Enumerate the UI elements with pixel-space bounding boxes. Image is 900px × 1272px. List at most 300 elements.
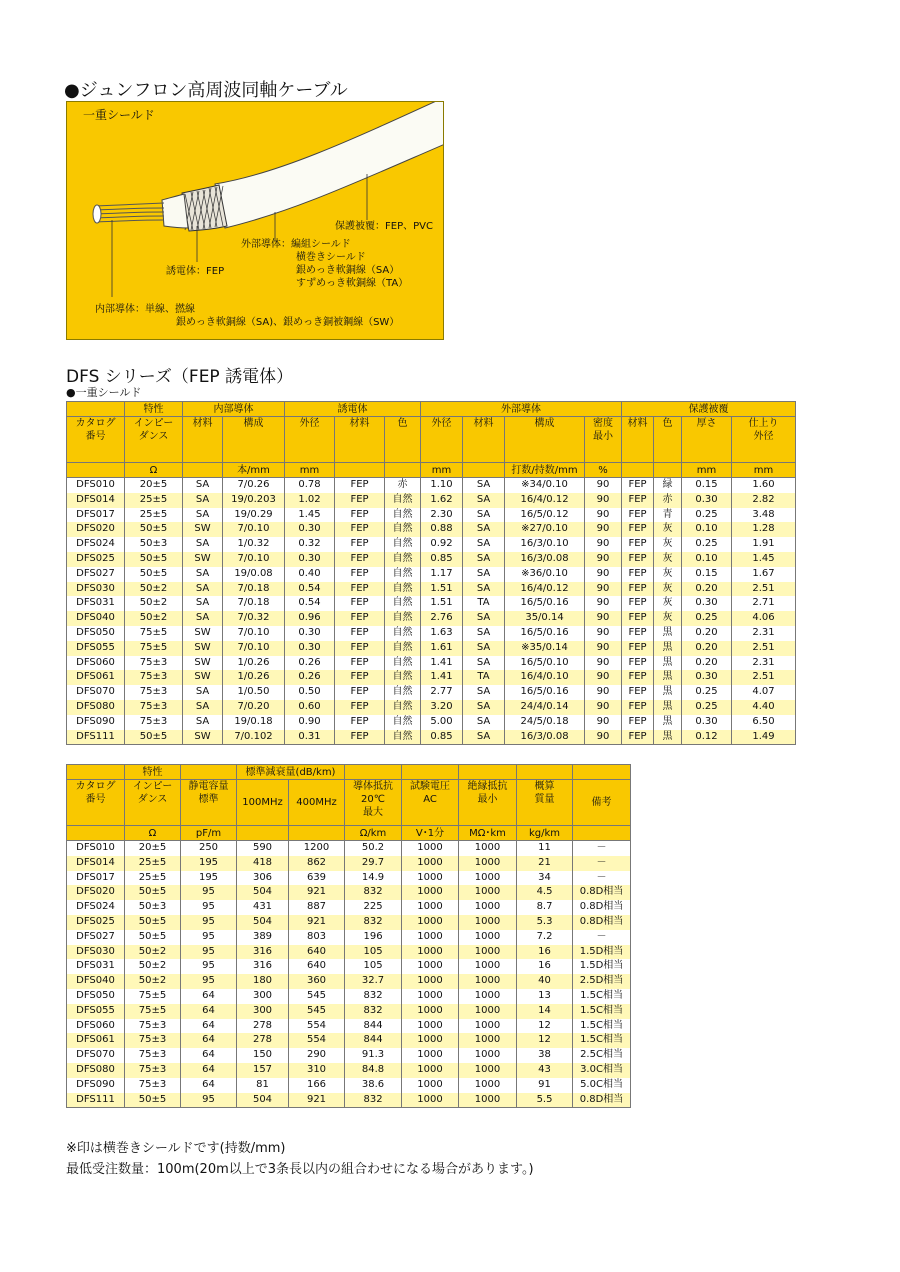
table-cell: FEP <box>335 700 385 715</box>
table-cell: 844 <box>345 1033 402 1048</box>
table-row <box>67 493 796 508</box>
table-cell: 50±3 <box>125 900 181 915</box>
table-row <box>67 611 796 626</box>
table-cell: DFS070 <box>67 1048 125 1063</box>
table-cell: 91.3 <box>345 1048 402 1063</box>
table-cell: 19/0.29 <box>223 508 285 523</box>
table-cell: DFS031 <box>67 596 125 611</box>
table-row <box>67 945 631 960</box>
table-cell: 195 <box>181 871 237 886</box>
table-cell: 75±3 <box>125 1048 181 1063</box>
table-cell: DFS020 <box>67 522 125 537</box>
table-cell: ※35/0.14 <box>505 641 585 656</box>
table-cell: 0.40 <box>285 567 335 582</box>
table-cell: － <box>573 856 631 871</box>
table-cell: DFS050 <box>67 626 125 641</box>
table-cell: 832 <box>345 885 402 900</box>
table-cell: TA <box>463 596 505 611</box>
table-cell: 1.51 <box>421 596 463 611</box>
t1-h-outer-density: 密度 最小 <box>585 417 622 463</box>
table-cell: DFS010 <box>67 841 125 856</box>
table-row <box>67 537 796 552</box>
t1-unit <box>385 463 421 478</box>
table-cell: 1000 <box>459 1033 517 1048</box>
table-cell: 1000 <box>402 856 459 871</box>
table-cell: 90 <box>585 478 622 493</box>
table-cell: 24/4/0.14 <box>505 700 585 715</box>
table-cell: 1000 <box>402 915 459 930</box>
jacket-label: 保護被覆：FEP、PVC <box>335 221 433 232</box>
table-cell: 12 <box>517 1033 573 1048</box>
table-cell: 25±5 <box>125 508 183 523</box>
table-cell: FEP <box>335 685 385 700</box>
table-cell: 921 <box>289 915 345 930</box>
table-cell: 95 <box>181 974 237 989</box>
table-cell: 90 <box>585 582 622 597</box>
table-cell: 7/0.18 <box>223 596 285 611</box>
table-row <box>67 989 631 1004</box>
table-cell: 黒 <box>654 641 682 656</box>
table-cell: FEP <box>622 700 654 715</box>
t2-h-capacitance: 静電容量 標準 <box>181 780 237 826</box>
table-cell: 0.26 <box>285 656 335 671</box>
table-cell: 90 <box>585 596 622 611</box>
table-cell: － <box>573 871 631 886</box>
table-cell: SA <box>463 537 505 552</box>
table-cell: 1000 <box>402 885 459 900</box>
table-cell: 166 <box>289 1078 345 1093</box>
table-cell: 1.45 <box>732 552 796 567</box>
table-cell: 35/0.14 <box>505 611 585 626</box>
table-cell: SA <box>183 508 223 523</box>
table-cell: 0.30 <box>682 715 732 730</box>
table-cell: 16/5/0.16 <box>505 626 585 641</box>
table-cell: 90 <box>585 493 622 508</box>
spec-table-2 <box>66 764 631 1108</box>
t2-h-insulation: 絶縁抵抗 最小 <box>459 780 517 826</box>
table-cell: 1.67 <box>732 567 796 582</box>
table-cell: 1000 <box>459 989 517 1004</box>
table-cell: SW <box>183 670 223 685</box>
table-cell: 0.26 <box>285 670 335 685</box>
table-row <box>67 900 631 915</box>
table-cell: SW <box>183 522 223 537</box>
table-row <box>67 685 796 700</box>
table-cell: TA <box>463 670 505 685</box>
table-cell: 0.54 <box>285 582 335 597</box>
table-cell: 7/0.10 <box>223 641 285 656</box>
table-cell: 504 <box>237 885 289 900</box>
table-cell: 90 <box>585 715 622 730</box>
table-cell: 灰 <box>654 522 682 537</box>
footnote-spiral-shield: ※印は横巻きシールドです(持数/mm) <box>66 1141 286 1156</box>
table-cell: 1000 <box>402 1004 459 1019</box>
table-cell: 1000 <box>459 915 517 930</box>
table-cell: 11 <box>517 841 573 856</box>
cable-illustration-panel <box>66 101 444 340</box>
table-cell: 90 <box>585 567 622 582</box>
table-cell: 1.61 <box>421 641 463 656</box>
table-cell: 1000 <box>459 1063 517 1078</box>
table-cell: 14.9 <box>345 871 402 886</box>
table-cell: 4.5 <box>517 885 573 900</box>
table-cell: 4.07 <box>732 685 796 700</box>
table-row <box>67 1004 631 1019</box>
t1-h-impedance: インピー ダンス <box>125 417 183 463</box>
table-cell: 1200 <box>289 841 345 856</box>
table-cell: 95 <box>181 900 237 915</box>
table-cell: FEP <box>335 478 385 493</box>
table-cell: FEP <box>622 582 654 597</box>
table-cell: 2.76 <box>421 611 463 626</box>
table-cell: 自然 <box>385 656 421 671</box>
table-cell: 0.8D相当 <box>573 915 631 930</box>
table-cell: 418 <box>237 856 289 871</box>
table-cell: 90 <box>585 552 622 567</box>
table-cell: 1000 <box>459 885 517 900</box>
table-cell: 278 <box>237 1033 289 1048</box>
table-row <box>67 871 631 886</box>
table-cell: 自然 <box>385 700 421 715</box>
table-cell: 25±5 <box>125 493 183 508</box>
table-cell: 157 <box>237 1063 289 1078</box>
table-cell: 黒 <box>654 730 682 745</box>
table-cell: 90 <box>585 626 622 641</box>
table-cell: 1000 <box>459 945 517 960</box>
table-cell: 90 <box>585 670 622 685</box>
table-cell: FEP <box>335 508 385 523</box>
table-cell: DFS030 <box>67 945 125 960</box>
table-cell: 16/5/0.16 <box>505 596 585 611</box>
inner-conductor-materials: 銀めっき軟銅線（SA)、銀めっき銅被鋼線（SW） <box>176 317 400 328</box>
table-cell: 1000 <box>402 930 459 945</box>
table-row <box>67 478 796 493</box>
table-cell: 50±5 <box>125 522 183 537</box>
table-cell: 16/5/0.16 <box>505 685 585 700</box>
table-cell: 灰 <box>654 537 682 552</box>
t1-unit: mm <box>285 463 335 478</box>
table-cell: 黒 <box>654 656 682 671</box>
table-cell: 0.25 <box>682 700 732 715</box>
table-cell: FEP <box>335 626 385 641</box>
table-cell: 0.85 <box>421 730 463 745</box>
t2-group-blank3 <box>345 765 402 780</box>
table-cell: SA <box>183 537 223 552</box>
table-cell: 50±5 <box>125 567 183 582</box>
table-cell: 灰 <box>654 582 682 597</box>
footnote-min-order: 最低受注数量：100m(20m以上で3条長以内の組合わせになる場合があります。) <box>66 1162 534 1177</box>
t2-group-blank4 <box>402 765 459 780</box>
t1-unit <box>335 463 385 478</box>
table-cell: 1000 <box>459 1093 517 1108</box>
t1-group-dielectric: 誘電体 <box>285 402 421 417</box>
table-cell: 黒 <box>654 670 682 685</box>
table-cell: FEP <box>622 685 654 700</box>
table-cell: 黒 <box>654 685 682 700</box>
table-cell: DFS080 <box>67 1063 125 1078</box>
t1-unit: mm <box>421 463 463 478</box>
t2-h-catalog: カタログ 番号 <box>67 780 125 826</box>
table-cell: 3.0C相当 <box>573 1063 631 1078</box>
table-cell: DFS025 <box>67 915 125 930</box>
table-cell: FEP <box>622 715 654 730</box>
table-cell: 290 <box>289 1048 345 1063</box>
table-cell: 639 <box>289 871 345 886</box>
conductor-end <box>93 205 101 223</box>
table-cell: 803 <box>289 930 345 945</box>
table-row <box>67 930 631 945</box>
table-cell: 1.41 <box>421 670 463 685</box>
table-cell: SA <box>463 582 505 597</box>
table-cell: DFS014 <box>67 856 125 871</box>
t1-unit: Ω <box>125 463 183 478</box>
t2-group-blank5 <box>459 765 517 780</box>
t2-h-impedance: インピー ダンス <box>125 780 181 826</box>
table-cell: 64 <box>181 989 237 1004</box>
table-cell: 431 <box>237 900 289 915</box>
table-cell: FEP <box>335 582 385 597</box>
table-cell: 2.82 <box>732 493 796 508</box>
table-cell: 225 <box>345 900 402 915</box>
table-cell: 0.15 <box>682 478 732 493</box>
t2-unit: Ω <box>125 826 181 841</box>
table-cell: 16/3/0.08 <box>505 552 585 567</box>
table-cell: 青 <box>654 508 682 523</box>
table-cell: FEP <box>622 641 654 656</box>
table-cell: 316 <box>237 959 289 974</box>
t1-h-outer-od: 外径 <box>421 417 463 463</box>
table-cell: FEP <box>622 493 654 508</box>
table-cell: 4.06 <box>732 611 796 626</box>
table-cell: 16/5/0.12 <box>505 508 585 523</box>
table-cell: 90 <box>585 730 622 745</box>
table-cell: 赤 <box>654 493 682 508</box>
table-cell: 20±5 <box>125 478 183 493</box>
t2-unit: V･1分 <box>402 826 459 841</box>
t1-h-diel-od: 外径 <box>285 417 335 463</box>
table-cell: 50±5 <box>125 885 181 900</box>
table-cell: 19/0.08 <box>223 567 285 582</box>
table-cell: DFS070 <box>67 685 125 700</box>
table-cell: 自然 <box>385 537 421 552</box>
table-cell: 1/0.32 <box>223 537 285 552</box>
table-cell: 50±2 <box>125 959 181 974</box>
table-cell: 0.30 <box>682 493 732 508</box>
table-cell: 1.5C相当 <box>573 989 631 1004</box>
table-cell: 灰 <box>654 552 682 567</box>
table-cell: 1.91 <box>732 537 796 552</box>
table-cell: DFS060 <box>67 656 125 671</box>
table-cell: DFS040 <box>67 611 125 626</box>
t1-h-jacket-finished: 仕上り 外径 <box>732 417 796 463</box>
table-cell: DFS010 <box>67 478 125 493</box>
table-cell: 862 <box>289 856 345 871</box>
table-cell: 64 <box>181 1063 237 1078</box>
table-cell: 0.10 <box>682 552 732 567</box>
table-cell: 0.30 <box>285 641 335 656</box>
table-cell: 14 <box>517 1004 573 1019</box>
table-cell: 832 <box>345 915 402 930</box>
table-cell: 90 <box>585 508 622 523</box>
table-cell: 8.7 <box>517 900 573 915</box>
table-cell: 1000 <box>459 900 517 915</box>
table-cell: 278 <box>237 1019 289 1034</box>
table-cell: 1.5C相当 <box>573 1004 631 1019</box>
table-cell: 25±5 <box>125 871 181 886</box>
t1-unit: 本/mm <box>223 463 285 478</box>
spec-table-1 <box>66 401 796 745</box>
table-cell: 16 <box>517 959 573 974</box>
t2-h-voltage: 試験電圧 AC <box>402 780 459 826</box>
table-cell: DFS080 <box>67 700 125 715</box>
table-cell: 921 <box>289 885 345 900</box>
table-cell: 389 <box>237 930 289 945</box>
table-cell: DFS025 <box>67 552 125 567</box>
table-cell: 自然 <box>385 582 421 597</box>
table-cell: 黒 <box>654 626 682 641</box>
table-cell: FEP <box>335 537 385 552</box>
table-cell: SA <box>463 522 505 537</box>
table-cell: SA <box>463 508 505 523</box>
table-cell: 0.25 <box>682 508 732 523</box>
table-row <box>67 700 796 715</box>
table-cell: FEP <box>622 552 654 567</box>
table-cell: 300 <box>237 1004 289 1019</box>
table-cell: SA <box>463 700 505 715</box>
table-cell: DFS020 <box>67 885 125 900</box>
outer-conductor-sa: 銀めっき軟銅線（SA） <box>296 265 400 276</box>
table-cell: 1000 <box>402 1019 459 1034</box>
table-cell: 1000 <box>402 900 459 915</box>
table-cell: 64 <box>181 1033 237 1048</box>
t1-unit: mm <box>682 463 732 478</box>
table-row <box>67 522 796 537</box>
table-cell: 自然 <box>385 522 421 537</box>
table-cell: 6.50 <box>732 715 796 730</box>
table-cell: － <box>573 930 631 945</box>
table-cell: 赤 <box>385 478 421 493</box>
table-cell: SA <box>183 685 223 700</box>
table-cell: 0.25 <box>682 537 732 552</box>
table-row <box>67 841 631 856</box>
table-cell: 545 <box>289 1004 345 1019</box>
table-cell: 1.60 <box>732 478 796 493</box>
table-cell: 2.51 <box>732 670 796 685</box>
table-row <box>67 715 796 730</box>
table-cell: DFS017 <box>67 508 125 523</box>
table-cell: 105 <box>345 959 402 974</box>
table-cell: 自然 <box>385 611 421 626</box>
table-cell: 1.5C相当 <box>573 1019 631 1034</box>
table-cell: 95 <box>181 959 237 974</box>
table-cell: 0.25 <box>682 611 732 626</box>
table-cell: 20±5 <box>125 841 181 856</box>
table-cell: 75±3 <box>125 685 183 700</box>
table-cell: 75±3 <box>125 1063 181 1078</box>
table-row <box>67 1033 631 1048</box>
table-cell: 16/3/0.10 <box>505 537 585 552</box>
table-cell: 灰 <box>654 611 682 626</box>
table-cell: 306 <box>237 871 289 886</box>
table-row <box>67 582 796 597</box>
table-cell: 0.15 <box>682 567 732 582</box>
table-cell: 1000 <box>402 1033 459 1048</box>
t2-unit <box>573 826 631 841</box>
table-cell: 1000 <box>402 989 459 1004</box>
table-cell: 16/4/0.12 <box>505 582 585 597</box>
table-cell: 0.60 <box>285 700 335 715</box>
table-cell: FEP <box>335 641 385 656</box>
table-cell: FEP <box>622 478 654 493</box>
t1-unit <box>67 463 125 478</box>
table-cell: 0.8D相当 <box>573 1093 631 1108</box>
table-cell: 3.20 <box>421 700 463 715</box>
table-cell: DFS030 <box>67 582 125 597</box>
table-cell: 50±3 <box>125 537 183 552</box>
table-cell: 545 <box>289 989 345 1004</box>
table-row <box>67 915 631 930</box>
table-cell: 90 <box>585 685 622 700</box>
table-cell: － <box>573 841 631 856</box>
table-cell: 0.8D相当 <box>573 900 631 915</box>
table-cell: 0.30 <box>682 596 732 611</box>
table-cell: 180 <box>237 974 289 989</box>
table-cell: 16/5/0.10 <box>505 656 585 671</box>
table-cell: 64 <box>181 1019 237 1034</box>
table-cell: 0.50 <box>285 685 335 700</box>
t2-unit <box>289 826 345 841</box>
table-cell: 1.62 <box>421 493 463 508</box>
t2-group-blank1 <box>67 765 125 780</box>
table-cell: SA <box>463 626 505 641</box>
table-cell: 360 <box>289 974 345 989</box>
table-cell: 0.30 <box>682 670 732 685</box>
table-row <box>67 974 631 989</box>
table-cell: 0.90 <box>285 715 335 730</box>
table-cell: 0.20 <box>682 641 732 656</box>
table-cell: 75±3 <box>125 1078 181 1093</box>
table-cell: FEP <box>622 611 654 626</box>
table-row <box>67 567 796 582</box>
table-cell: DFS024 <box>67 900 125 915</box>
table-cell: 64 <box>181 1048 237 1063</box>
t2-body <box>67 841 631 1108</box>
t1-h-diel-material: 材料 <box>335 417 385 463</box>
table-cell: FEP <box>335 611 385 626</box>
table-cell: 95 <box>181 1093 237 1108</box>
table-cell: 5.0C相当 <box>573 1078 631 1093</box>
t2-unit: Ω/km <box>345 826 402 841</box>
t2-unit <box>237 826 289 841</box>
t2-units-row <box>67 826 631 841</box>
table-cell: 90 <box>585 700 622 715</box>
table-cell: 50±2 <box>125 974 181 989</box>
table-cell: 75±5 <box>125 1004 181 1019</box>
t1-unit: % <box>585 463 622 478</box>
table-cell: 16/3/0.08 <box>505 730 585 745</box>
table-cell: 1.5D相当 <box>573 945 631 960</box>
table-cell: 0.96 <box>285 611 335 626</box>
t2-group-blank7 <box>573 765 631 780</box>
table-cell: 75±3 <box>125 1033 181 1048</box>
t1-units-row <box>67 463 796 478</box>
table-cell: 1.5D相当 <box>573 959 631 974</box>
table-cell: 1000 <box>459 1048 517 1063</box>
table-cell: 1/0.26 <box>223 670 285 685</box>
table-cell: DFS111 <box>67 730 125 745</box>
table-cell: 81 <box>237 1078 289 1093</box>
table-row <box>67 730 796 745</box>
